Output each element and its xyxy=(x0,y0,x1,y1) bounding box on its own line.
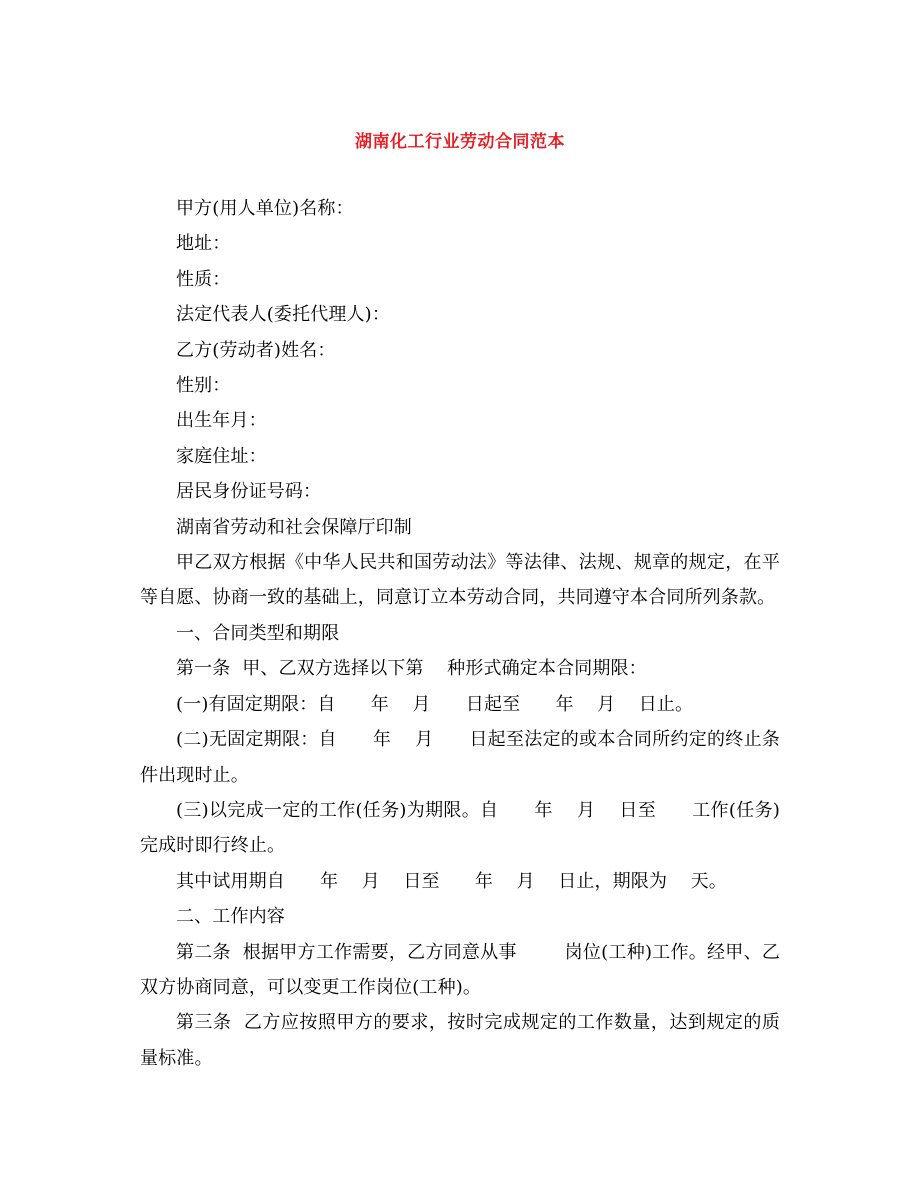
document-title: 湖南化工行业劳动合同范本 xyxy=(355,132,565,152)
article-3: 第三条 乙方应按照甲方的要求，按时完成规定的工作数量，达到规定的质量标准。 xyxy=(140,1012,780,1069)
probation-period-line: 其中试用期自 年 月 日至 年 月 日止，期限为 天。 xyxy=(176,870,727,892)
legal-representative-line: 法定代表人(委托代理人)： xyxy=(176,304,390,326)
preamble-paragraph: 甲乙双方根据《中华人民共和国劳动法》等法律、法规、规章的规定，在平等自愿、协商一致的基础上，同意订立本劳动合同，共同遵守本合同所列条款。 xyxy=(140,552,780,609)
party-a-nature-line: 性质： xyxy=(176,268,231,290)
party-b-gender-line: 性别： xyxy=(176,375,231,397)
party-b-birth-line: 出生年月： xyxy=(176,410,267,432)
party-b-id-number-line: 居民身份证号码： xyxy=(176,481,322,503)
option-fixed-term: (一)有固定期限：自 年 月 日起至 年 月 日止。 xyxy=(176,693,694,715)
option-task-term: (三)以完成一定的工作(任务)为期限。自 年 月 日至 工作(任务)完成时即行终止。 xyxy=(140,799,780,857)
section-heading-contract-type: 一、合同类型和期限 xyxy=(176,622,340,644)
party-b-home-address-line: 家庭住址： xyxy=(176,445,267,467)
document-body xyxy=(140,191,780,1076)
party-a-name-line: 甲方(用人单位)名称： xyxy=(176,198,354,219)
article-1: 第一条 甲、乙双方选择以下第 种形式确定本合同期限： xyxy=(176,658,647,680)
party-b-name-line: 乙方(劳动者)姓名： xyxy=(176,339,336,361)
section-heading-work-content: 二、工作内容 xyxy=(176,906,285,928)
printed-by-line: 湖南省劳动和社会保障厅印制 xyxy=(176,516,412,538)
option-open-term: (二)无固定期限：自 年 月 日起至法定的或本合同所约定的终止条件出现时止。 xyxy=(140,729,780,786)
article-2: 第二条 根据甲方工作需要，乙方同意从事 岗位(工种)工作。经甲、乙双方协商同意，可以变更工作岗位(工种)。 xyxy=(140,941,780,998)
party-a-address-line: 地址： xyxy=(176,233,231,255)
